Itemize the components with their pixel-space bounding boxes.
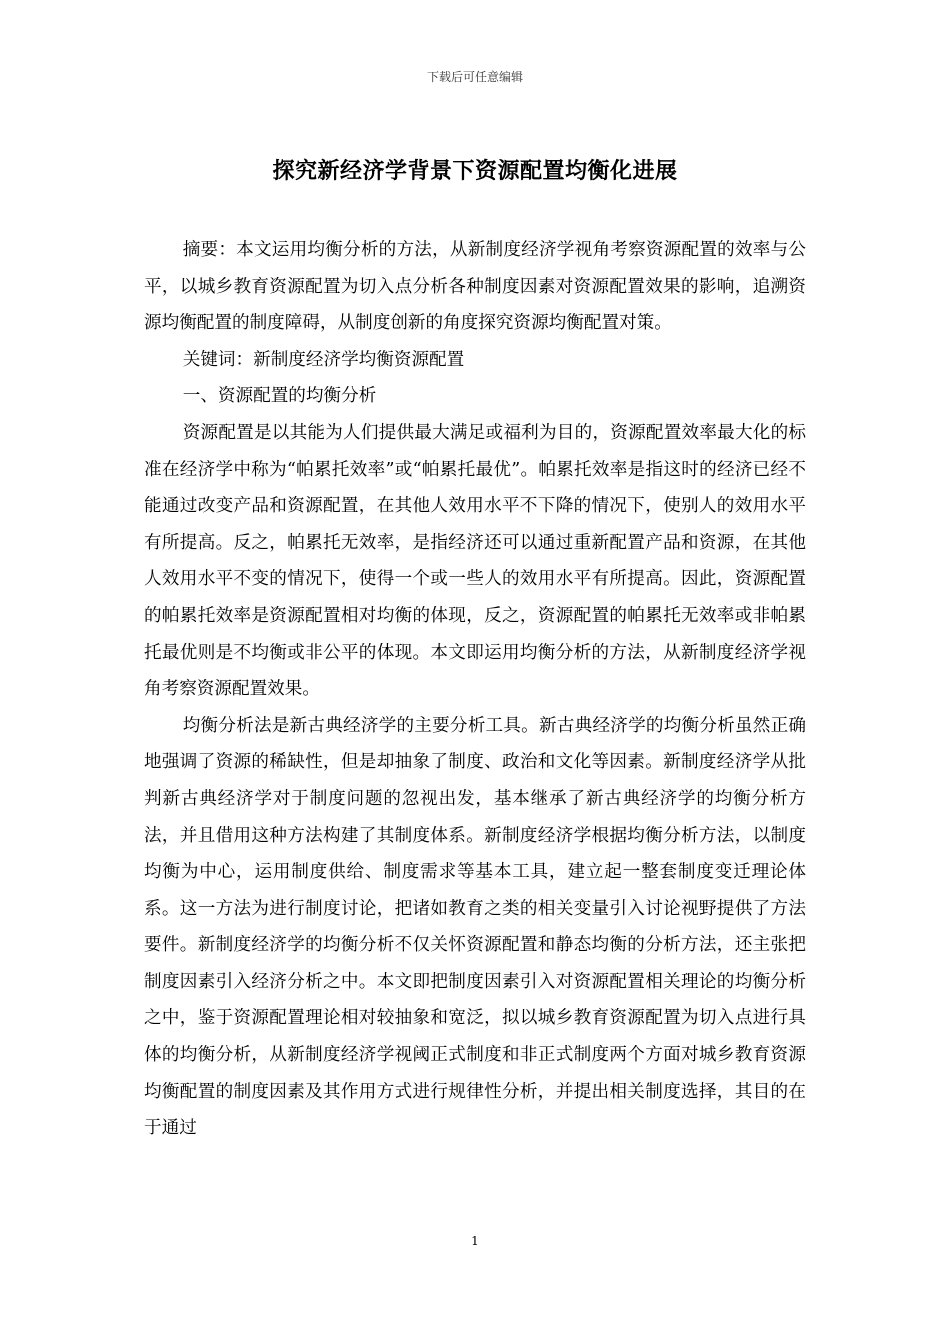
document-body xyxy=(144,232,806,1147)
header-note: 下载后可任意编辑 xyxy=(426,70,523,84)
section-heading: 一、资源配置的均衡分析 xyxy=(182,386,377,407)
keywords-paragraph: 关键词：新制度经济学均衡资源配置 xyxy=(182,349,465,370)
abstract-paragraph: 摘要：本文运用均衡分析的方法，从新制度经济学视角考察资源配置的效率与公平，以城乡教育资源配置为切入点分析各种制度因素对资源配置效果的影响，追溯资源均衡配置的制度障碍，从制度创新的角度探究资源均衡配置对策。 xyxy=(144,240,806,334)
body-paragraph: 资源配置是以其能为人们提供最大满足或福利为目的，资源配置效率最大化的标准在经济学中称为“帕累托效率”或“帕累托最优”。帕累托效率是指这时的经济已经不能通过改变产品和资源配置，在其他人效用水平不下降的情况下，使别人的效用水平有所提高。反之，帕累托无效率，是指经济还可以通过重新配置产品和资源，在其他人效用水平不变的情况下，使得一个或一些人的效用水平有所提高。因此，资源配置的帕累托效率是资源配置相对均衡的体现，反之，资源配置的帕累托无效率或非帕累托最优则是不均衡或非公平的体现。本文即运用均衡分析的方法，从新制度经济学视角考察资源配置效果。 xyxy=(144,422,806,700)
page-number: 1 xyxy=(471,1234,479,1248)
document-title: 探究新经济学背景下资源配置均衡化进展 xyxy=(272,158,678,184)
body-paragraph: 均衡分析法是新古典经济学的主要分析工具。新古典经济学的均衡分析虽然正确地强调了资源的稀缺性，但是却抽象了制度、政治和文化等因素。新制度经济学从批判新古典经济学对于制度问题的忽视出发，基本继承了新古典经济学的均衡分析方法，并且借用这种方法构建了其制度体系。新制度经济学根据均衡分析方法，以制度均衡为中心，运用制度供给、制度需求等基本工具，建立起一整套制度变迁理论体系。这一方法为进行制度讨论，把诸如教育之类的相关变量引入讨论视野提供了方法要件。新制度经济学的均衡分析不仅关怀资源配置和静态均衡的分析方法，还主张把制度因素引入经济分析之中。本文即把制度因素引入对资源配置相关理论的均衡分析之中，鉴于资源配置理论相对较抽象和宽泛，拟以城乡教育资源配置为切入点进行具体的均衡分析，从新制度经济学视阈正式制度和非正式制度两个方面对城乡教育资源均衡配置的制度因素及其作用方式进行规律性分析，并提出相关制度选择，其目的在于通过 xyxy=(144,715,806,1139)
